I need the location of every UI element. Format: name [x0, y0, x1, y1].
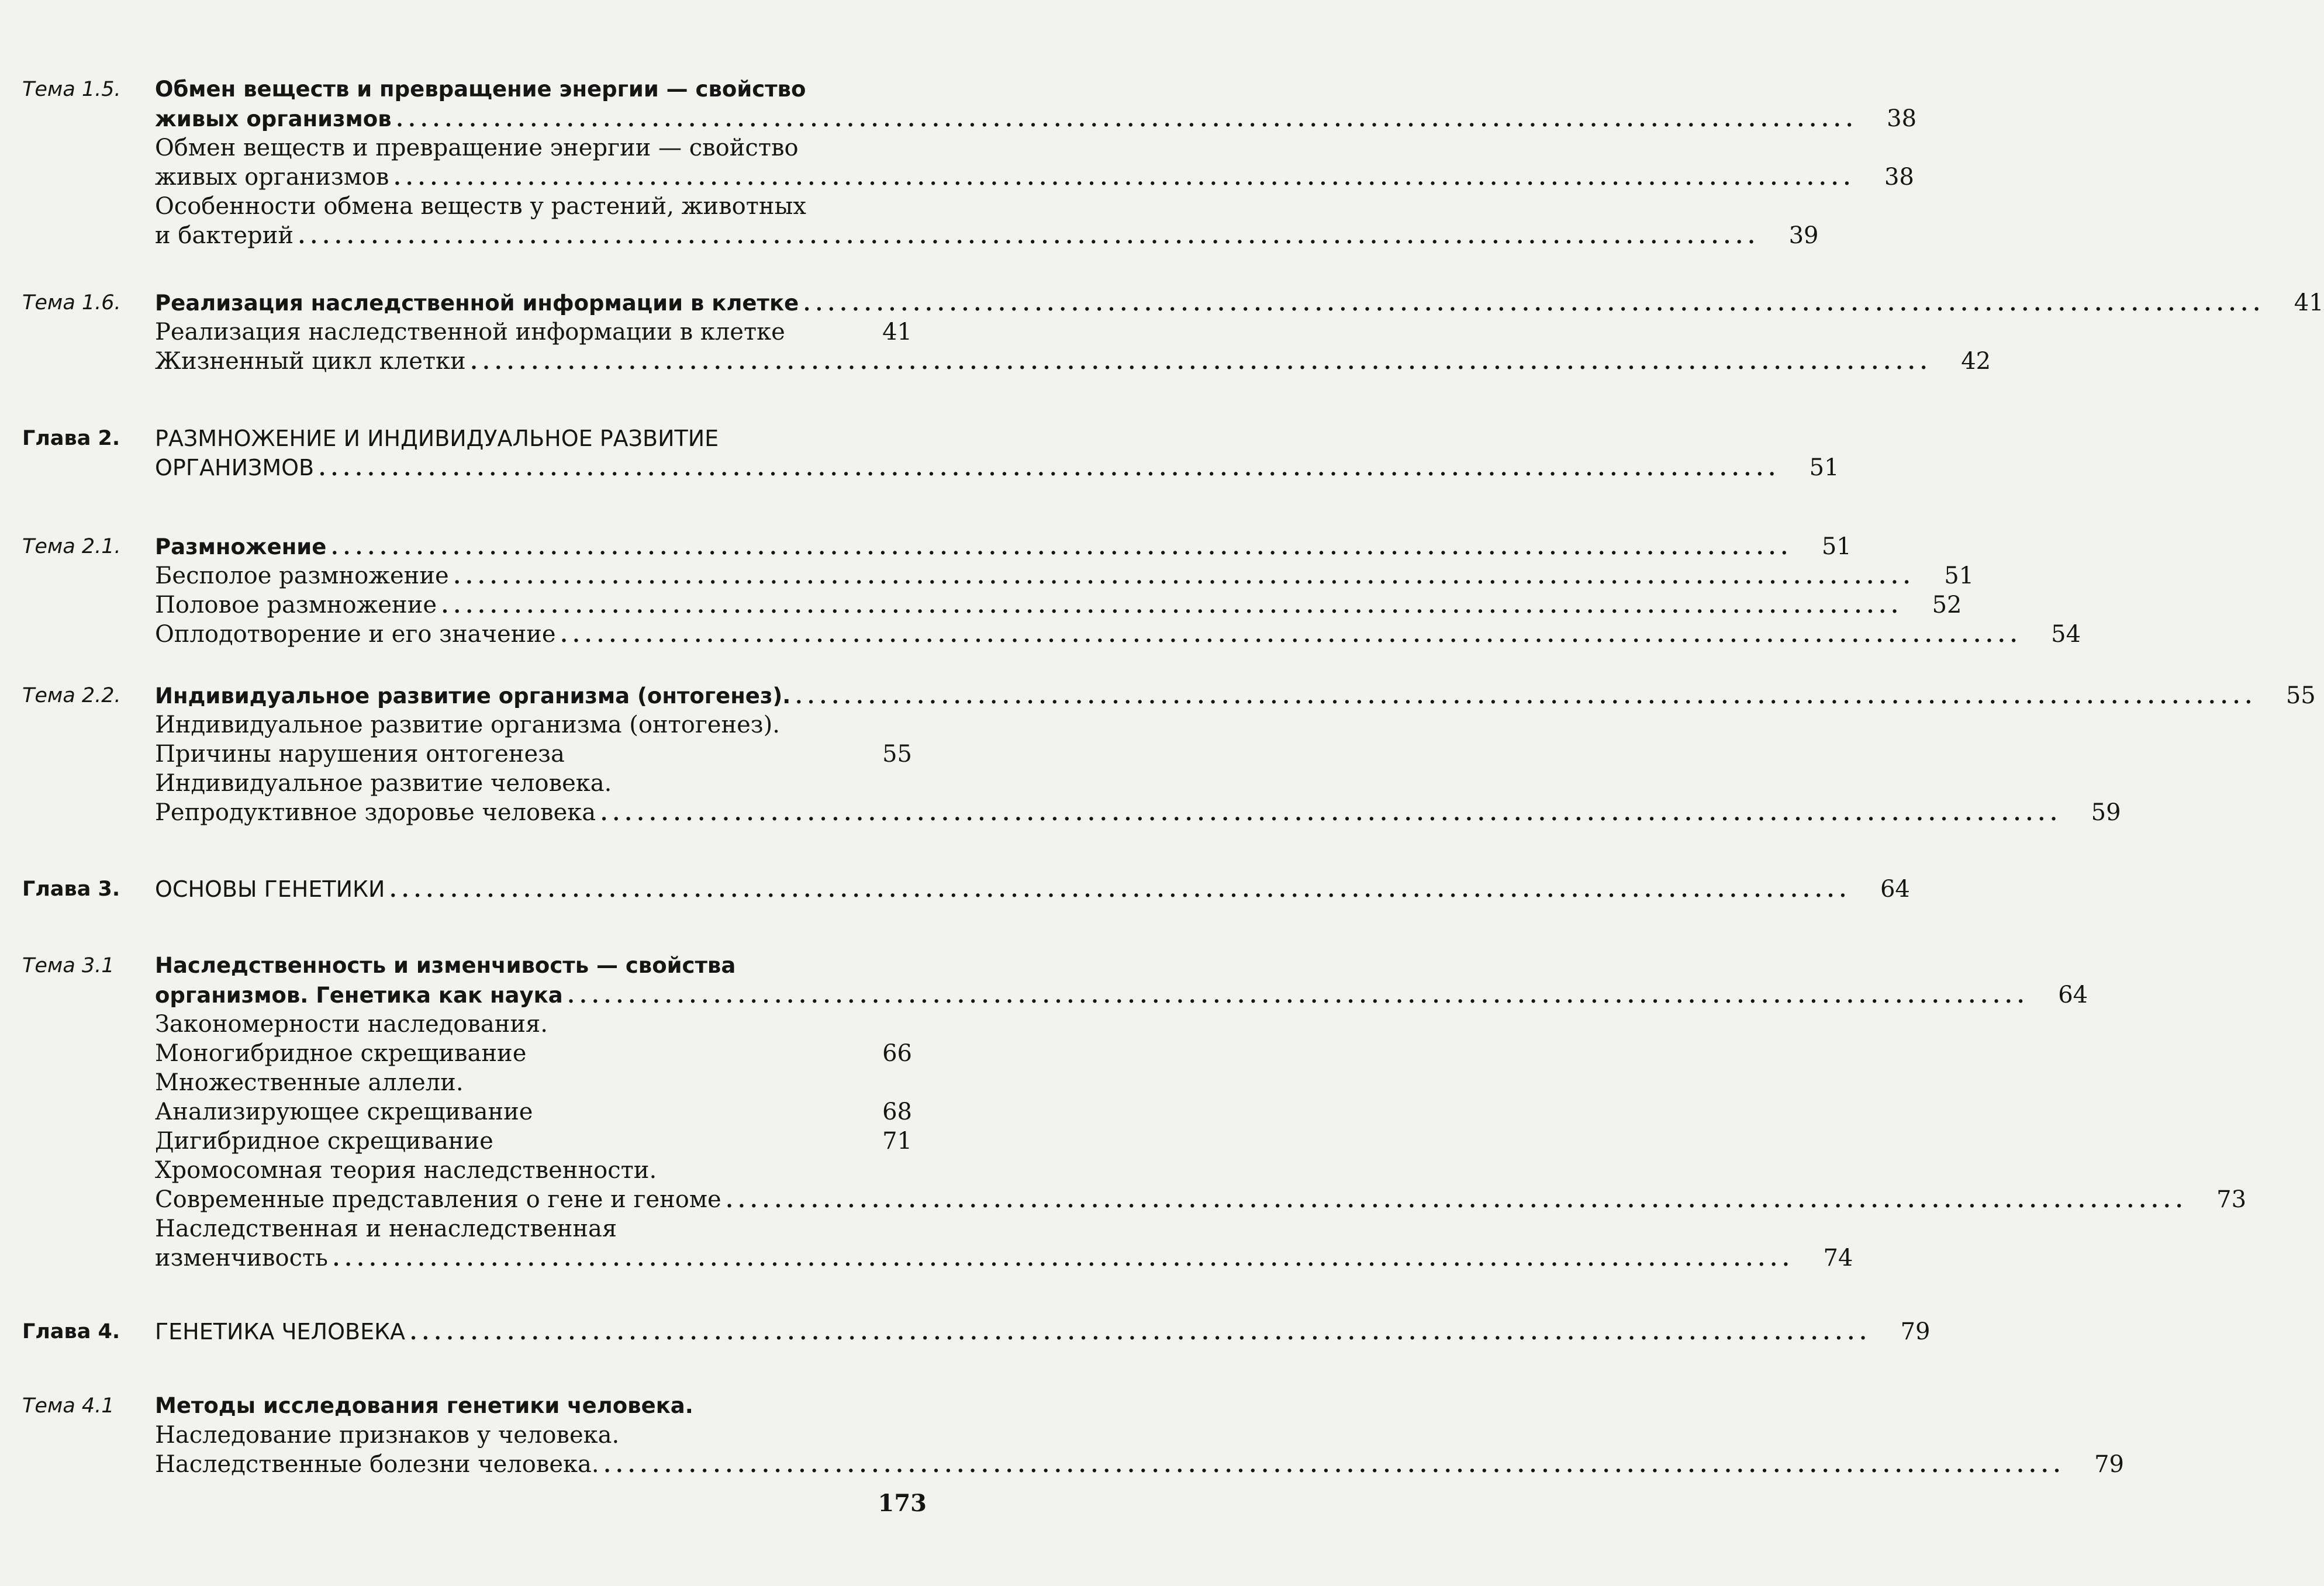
page-ref: 64 — [2058, 982, 2088, 1008]
dot-leader: ........................................................................................................................ — [319, 457, 1781, 481]
chapter-heading-entry[interactable] — [155, 424, 1839, 482]
dot-leader: ........................................................................................................................ — [331, 536, 1793, 559]
toc-entry[interactable] — [155, 133, 1914, 192]
entry-title-line: живых организмов — [155, 106, 392, 132]
page-ref: 74 — [1823, 1245, 1853, 1271]
entry-title-line: Половое размножение — [155, 592, 437, 618]
entry-title-line: и бактерий — [155, 222, 294, 249]
entry-title-line: Дигибридное скрещивание — [155, 1128, 493, 1155]
entry-title-line: Множественные аллели. — [155, 1069, 464, 1096]
page-ref: 68 — [882, 1098, 912, 1125]
page-ref: 59 — [2091, 799, 2121, 826]
dot-leader: ........................................................................................................................ — [298, 225, 1760, 248]
entry-title-line: ОСНОВЫ ГЕНЕТИКИ — [155, 876, 385, 902]
page-ref: 51 — [1821, 533, 1852, 560]
dot-leader: ........................................................................................................................ — [795, 685, 2257, 709]
dot-leader: ........................................................................................................................ — [393, 167, 1856, 190]
topic-heading-entry[interactable] — [155, 951, 2088, 1010]
toc-entry[interactable] — [155, 798, 2121, 827]
entry-title-line: Индивидуальное развитие организма (онтогенез). — [155, 683, 791, 709]
dot-leader: ........................................................................................................................ — [410, 1321, 1872, 1345]
dot-leader: ........................................................................................................................ — [470, 351, 1933, 374]
entry-title-line: Закономерности наследования. — [155, 1011, 548, 1038]
page-ref: 54 — [2051, 621, 2081, 648]
page-number: 173 — [878, 1490, 927, 1517]
topic-heading-entry[interactable] — [155, 681, 2316, 710]
topic-heading-entry[interactable] — [155, 532, 1852, 561]
page-ref: 55 — [2285, 682, 2316, 709]
chapter-heading-entry[interactable] — [155, 875, 1910, 904]
page-ref: 71 — [882, 1128, 912, 1155]
toc-entry[interactable] — [155, 1214, 1853, 1273]
entry-title-line: Реализация наследственной информации в клетке — [155, 291, 799, 316]
topic-label: Тема 2.2. — [22, 684, 121, 707]
topic-label: Тема 1.6. — [22, 291, 121, 315]
toc-entry[interactable] — [155, 769, 912, 798]
entry-title-line: Методы исследования генетики человека. — [155, 1393, 693, 1418]
page-ref: 66 — [882, 1040, 912, 1067]
entry-title-line: Реализация наследственной информации в клетке — [155, 319, 785, 345]
dot-leader: ........................................................................................................................ — [567, 984, 2030, 1008]
page-ref: 73 — [2216, 1186, 2247, 1213]
toc-entry[interactable] — [155, 1421, 912, 1450]
entry-title-line: Наследственность и изменчивость — свойства — [155, 953, 736, 978]
dot-leader: ........................................................................................................................ — [603, 1454, 2066, 1477]
page-ref: 38 — [1884, 164, 1914, 191]
entry-title-line: Индивидуальное развитие организма (онтогенез). — [155, 711, 780, 738]
dot-leader: ........................................................................................................................ — [453, 565, 1916, 589]
page-ref: 51 — [1944, 562, 1974, 589]
entry-title-line: Современные представления о гене и геноме — [155, 1186, 721, 1213]
page-ref: 51 — [1809, 454, 1839, 481]
toc-entry[interactable] — [155, 347, 1991, 376]
toc-entry[interactable] — [155, 1010, 912, 1039]
toc-entry[interactable] — [155, 1039, 912, 1068]
page-ref: 39 — [1788, 222, 1819, 249]
toc-entry[interactable] — [155, 620, 2081, 649]
topic-heading-entry[interactable] — [155, 75, 1917, 133]
entry-title-line: Бесполое размножение — [155, 562, 449, 589]
entry-title-line: Обмен веществ и превращение энергии — свойство — [155, 77, 806, 102]
entry-title-line: Индивидуальное развитие человека. — [155, 770, 612, 797]
entry-title-line: изменчивость — [155, 1245, 328, 1271]
entry-title-line: Жизненный цикл клетки — [155, 348, 466, 375]
dot-leader: ........................................................................................................................ — [332, 1248, 1795, 1271]
page-ref: 79 — [2094, 1451, 2125, 1478]
chapter-label: Глава 3. — [22, 877, 120, 901]
toc-entry[interactable] — [155, 192, 1819, 250]
toc-entry[interactable] — [155, 590, 1962, 620]
topic-label: Тема 4.1 — [22, 1394, 115, 1418]
entry-title-line: Особенности обмена веществ у растений, животных — [155, 193, 806, 220]
toc-entry[interactable] — [155, 1185, 2247, 1214]
topic-label: Тема 2.1. — [22, 535, 121, 558]
entry-title-line: организмов. Генетика как наука — [155, 983, 563, 1008]
entry-title-line: Размножение — [155, 534, 327, 559]
toc-entry[interactable] — [155, 1450, 2125, 1479]
dot-leader: ........................................................................................................................ — [441, 595, 1904, 618]
dot-leader: ........................................................................................................................ — [726, 1189, 2188, 1212]
toc-entry[interactable] — [155, 740, 912, 769]
entry-title-line: Анализирующее скрещивание — [155, 1098, 533, 1125]
entry-title-line: Наследование признаков у человека. — [155, 1422, 620, 1449]
chapter-label: Глава 2. — [22, 427, 120, 450]
entry-title-line: РАЗМНОЖЕНИЕ И ИНДИВИДУАЛЬНОЕ РАЗВИТИЕ — [155, 426, 719, 451]
chapter-label: Глава 4. — [22, 1320, 120, 1343]
page-ref: 79 — [1900, 1318, 1931, 1345]
entry-title-line: Оплодотворение и его значение — [155, 621, 556, 648]
page-ref: 41 — [2294, 289, 2324, 316]
entry-title-line: Моногибридное скрещивание — [155, 1040, 527, 1067]
chapter-heading-entry[interactable] — [155, 1317, 1931, 1346]
toc-entry[interactable] — [155, 1097, 912, 1127]
page-ref: 55 — [882, 741, 912, 768]
toc-entry[interactable] — [155, 710, 912, 740]
page-ref: 52 — [1932, 592, 1962, 618]
page-ref: 38 — [1887, 105, 1917, 132]
page-ref: 42 — [1961, 348, 1991, 375]
dot-leader: ........................................................................................................................ — [803, 292, 2266, 316]
toc-entry[interactable] — [155, 317, 912, 347]
topic-label: Тема 3.1 — [22, 954, 115, 977]
topic-label: Тема 1.5. — [22, 78, 121, 101]
entry-title-line: Хромосомная теория наследственности. — [155, 1157, 657, 1184]
entry-title-line: Наследственная и ненаследственная — [155, 1215, 617, 1242]
page-ref: 64 — [1880, 876, 1910, 903]
entry-title-line: Причины нарушения онтогенеза — [155, 741, 565, 768]
entry-title-line: Репродуктивное здоровье человека — [155, 799, 596, 826]
entry-title-line: ГЕНЕТИКА ЧЕЛОВЕКА — [155, 1319, 406, 1345]
dot-leader: ........................................................................................................................ — [600, 802, 2063, 825]
entry-title-line: Обмен веществ и превращение энергии — свойство — [155, 134, 799, 161]
entry-title-line: Наследственные болезни человека. — [155, 1451, 599, 1478]
dot-leader: ........................................................................................................................ — [560, 624, 2023, 647]
topic-heading-entry[interactable] — [155, 1391, 912, 1421]
dot-leader: ........................................................................................................................ — [396, 108, 1859, 132]
toc-entry[interactable] — [155, 1068, 912, 1097]
entry-title-line: ОРГАНИЗМОВ — [155, 455, 315, 481]
topic-heading-entry[interactable] — [155, 288, 2324, 317]
dot-leader: ........................................................................................................................ — [389, 879, 1852, 902]
toc-entry[interactable] — [155, 561, 1974, 590]
toc-entry[interactable] — [155, 1127, 912, 1156]
toc-entry[interactable] — [155, 1156, 912, 1185]
entry-title-line: живых организмов — [155, 164, 389, 191]
page-ref: 41 — [882, 319, 912, 345]
